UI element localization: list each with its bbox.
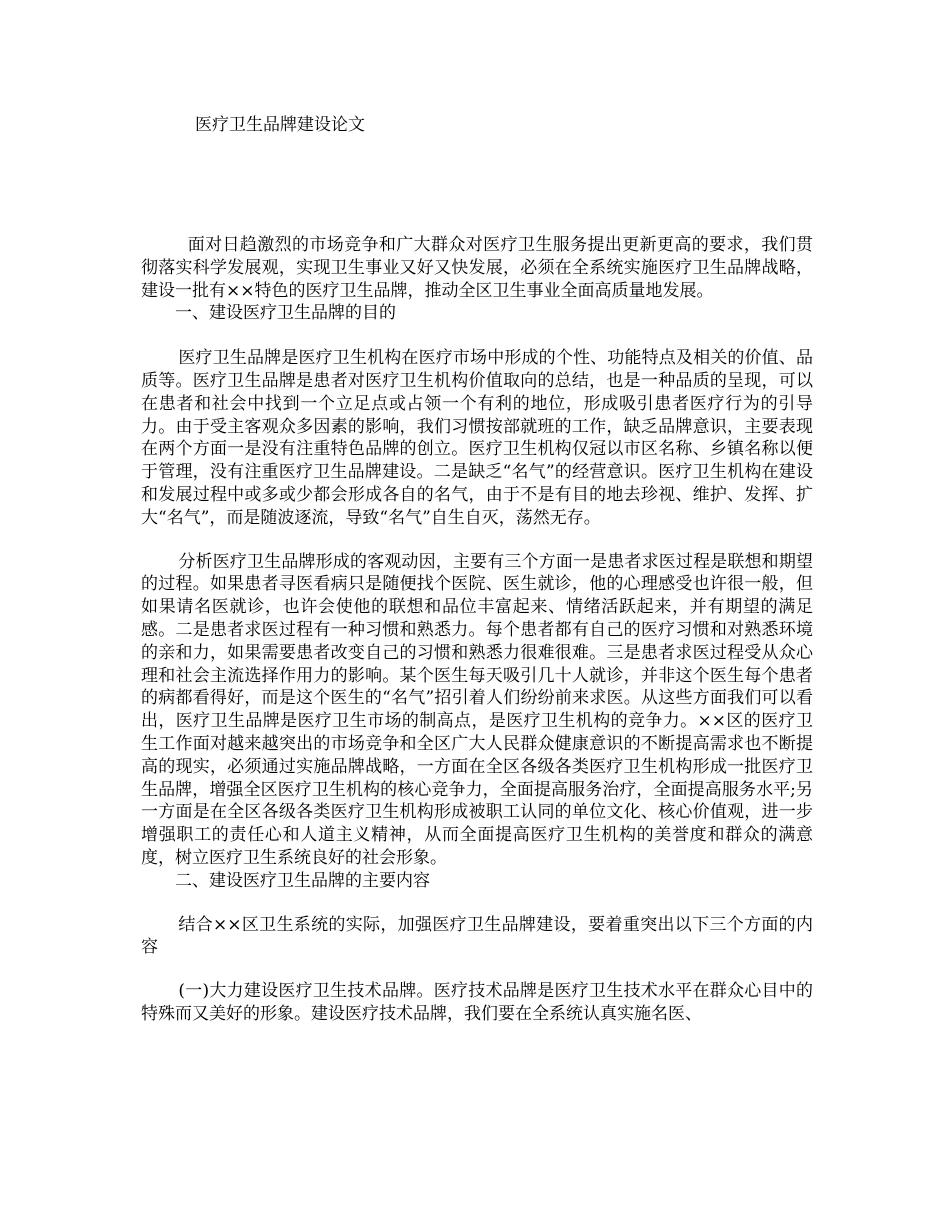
section-2-paragraph-1: 结合××区卫生系统的实际，加强医疗卫生品牌建设，要着重突出以下三个方面的内容 (141, 914, 813, 958)
document-body (141, 234, 813, 1026)
section-2-heading: 二、建设医疗卫生品牌的主要内容 (175, 870, 430, 891)
section-1-heading: 一、建设医疗卫生品牌的目的 (175, 303, 396, 324)
document-title: 医疗卫生品牌建设论文 (195, 115, 365, 135)
intro-paragraph: 面对日趋激烈的市场竞争和广大群众对医疗卫生服务提出更新更高的要求，我们贯彻落实科学发展观，实现卫生事业又好又快发展，必须在全系统实施医疗卫生品牌战略，建设一批有××特色的医疗卫生品牌，推动全区卫生事业全面高质量地发展。 (141, 235, 813, 301)
section-1-paragraph-2: 分析医疗卫生品牌形成的客观动因，主要有三个方面一是患者求医过程是联想和期望的过程。如果患者寻医看病只是随便找个医院、医生就诊，他的心理感受也许很一般，但如果请名医就诊，也许会使他的联想和品位丰富起来、情绪活跃起来，并有期望的满足感。二是患者求医过程有一种习惯和熟悉力。每个患者都有自己的医疗习惯和对熟悉环境的亲和力，如果需要患者改变自己的习惯和熟悉力很难很难。三是患者求医过程受从众心理和社会主流选择作用力的影响。某个医生每天吸引几十人就诊，并非这个医生每个患者的病都看得好，而是这个医生的“名气”招引着人们纷纷前来求医。从这些方面我们可以看出，医疗卫生品牌是医疗卫生市场的制高点，是医疗卫生机构的竞争力。××区的医疗卫生工作面对越来越突出的市场竞争和全区广大人民群众健康意识的不断提高需求也不断提高的现实，必须通过实施品牌战略，一方面在全区各级各类医疗卫生机构形成一批医疗卫生品牌，增强全区医疗卫生机构的核心竞争力，全面提高服务治疗，全面提高服务水平;另一方面是在全区各级各类医疗卫生机构形成被职工认同的单位文化、核心价值观，进一步增强职工的责任心和人道主义精神，从而全面提高医疗卫生机构的美誉度和群众的满意度，树立医疗卫生系统良好的社会形象。 (141, 551, 813, 868)
section-2-paragraph-2: (一)大力建设医疗卫生技术品牌。医疗技术品牌是医疗卫生技术水平在群众心目中的特殊而又美好的形象。建设医疗技术品牌，我们要在全系统认真实施名医、 (141, 981, 813, 1024)
section-1-paragraph-1: 医疗卫生品牌是医疗卫生机构在医疗市场中形成的个性、功能特点及相关的价值、品质等。医疗卫生品牌是患者对医疗卫生机构价值取向的总结，也是一种品质的呈现，可以在患者和社会中找到一个立足点或占领一个有利的地位，形成吸引患者医疗行为的引导力。由于受主客观众多因素的影响，我们习惯按部就班的工作，缺乏品牌意识，主要表现在两个方面一是没有注重特色品牌的创立。医疗卫生机构仅冠以市区名称、乡镇名称以便于管理，没有注重医疗卫生品牌建设。二是缺乏“名气”的经营意识。医疗卫生机构在建设和发展过程中或多或少都会形成各自的名气，由于不是有目的地去珍视、维护、发挥、扩大“名气”，而是随波逐流，导致“名气”自生自灭，荡然无存。 (141, 348, 813, 528)
